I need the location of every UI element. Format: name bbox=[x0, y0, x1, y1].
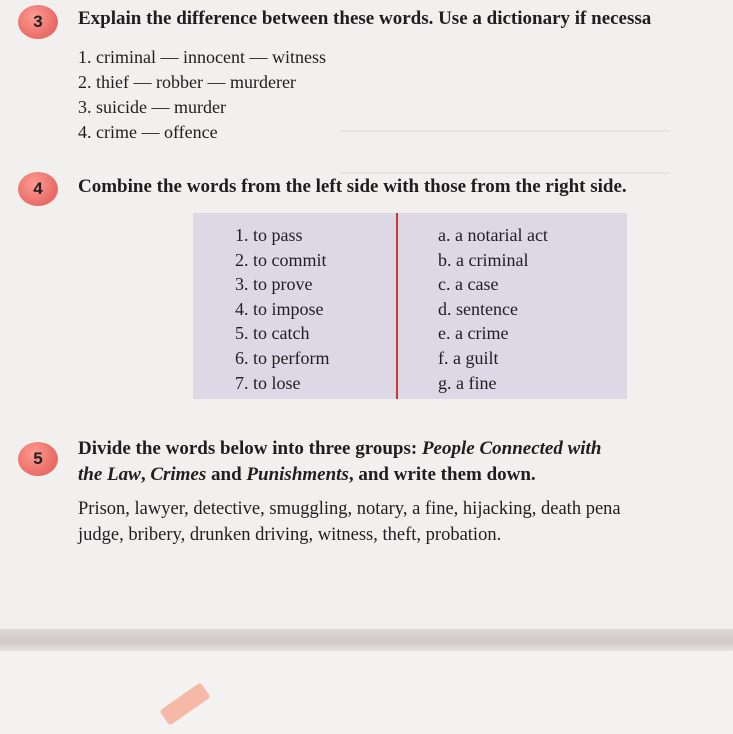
group-name: Crimes bbox=[150, 464, 207, 485]
list-item: 3. suicide — murder bbox=[78, 97, 226, 117]
group-name: People Connected with bbox=[421, 438, 602, 459]
group-name: Punishments bbox=[246, 464, 349, 485]
list-item: 4. crime — offence bbox=[78, 122, 218, 142]
list-item: 7. to lose bbox=[235, 372, 301, 393]
list-item: e. a crime bbox=[438, 323, 509, 344]
paragraph-line: judge, bribery, drunken driving, witness, theft, probation. bbox=[78, 525, 502, 545]
page-fold-shadow bbox=[0, 629, 733, 651]
list-item: 1. to pass bbox=[235, 225, 303, 245]
exercise-number-badge: 3 bbox=[18, 5, 58, 39]
left-column bbox=[235, 223, 329, 395]
instruction-text: Divide the words below into three groups: bbox=[78, 438, 422, 459]
list-item: d. sentence bbox=[438, 298, 518, 319]
list-item: 1. criminal — innocent — witness bbox=[78, 47, 326, 67]
word-paragraph bbox=[78, 496, 621, 548]
list-item: g. a fine bbox=[438, 372, 497, 393]
instruction-line-1 bbox=[78, 436, 601, 462]
exercise-instruction: Explain the difference between these words. Use a dictionary if necessa bbox=[78, 8, 652, 29]
list-item: 5. to catch bbox=[235, 323, 310, 344]
bleed-through bbox=[340, 130, 670, 174]
group-name: the Law bbox=[78, 464, 141, 485]
list-item: 2. thief — robber — murderer bbox=[78, 72, 296, 92]
list-item: b. a criminal bbox=[438, 249, 529, 270]
exercise-instruction: Combine the words from the left side with those from the right side. bbox=[78, 176, 627, 197]
instruction-line-2: the Law, Crimes and Punishments, and write them down. bbox=[78, 464, 536, 485]
word-list bbox=[78, 45, 326, 145]
list-item: 4. to impose bbox=[235, 298, 324, 319]
list-item: 6. to perform bbox=[235, 347, 330, 368]
list-item: f. a guilt bbox=[438, 347, 499, 368]
right-column bbox=[438, 223, 548, 395]
column-divider bbox=[396, 213, 398, 399]
next-page-area bbox=[0, 651, 733, 734]
exercise-instruction bbox=[78, 436, 601, 488]
list-item: 2. to commit bbox=[235, 249, 327, 270]
exercise-number-badge: 4 bbox=[18, 172, 58, 206]
list-item: a. a notarial act bbox=[438, 225, 548, 245]
paragraph-line: Prison, lawyer, detective, smuggling, notary, a fine, hijacking, death pena bbox=[78, 499, 621, 519]
list-item: 3. to prove bbox=[235, 274, 313, 295]
exercise-number-badge: 5 bbox=[18, 442, 58, 476]
list-item: c. a case bbox=[438, 274, 499, 295]
